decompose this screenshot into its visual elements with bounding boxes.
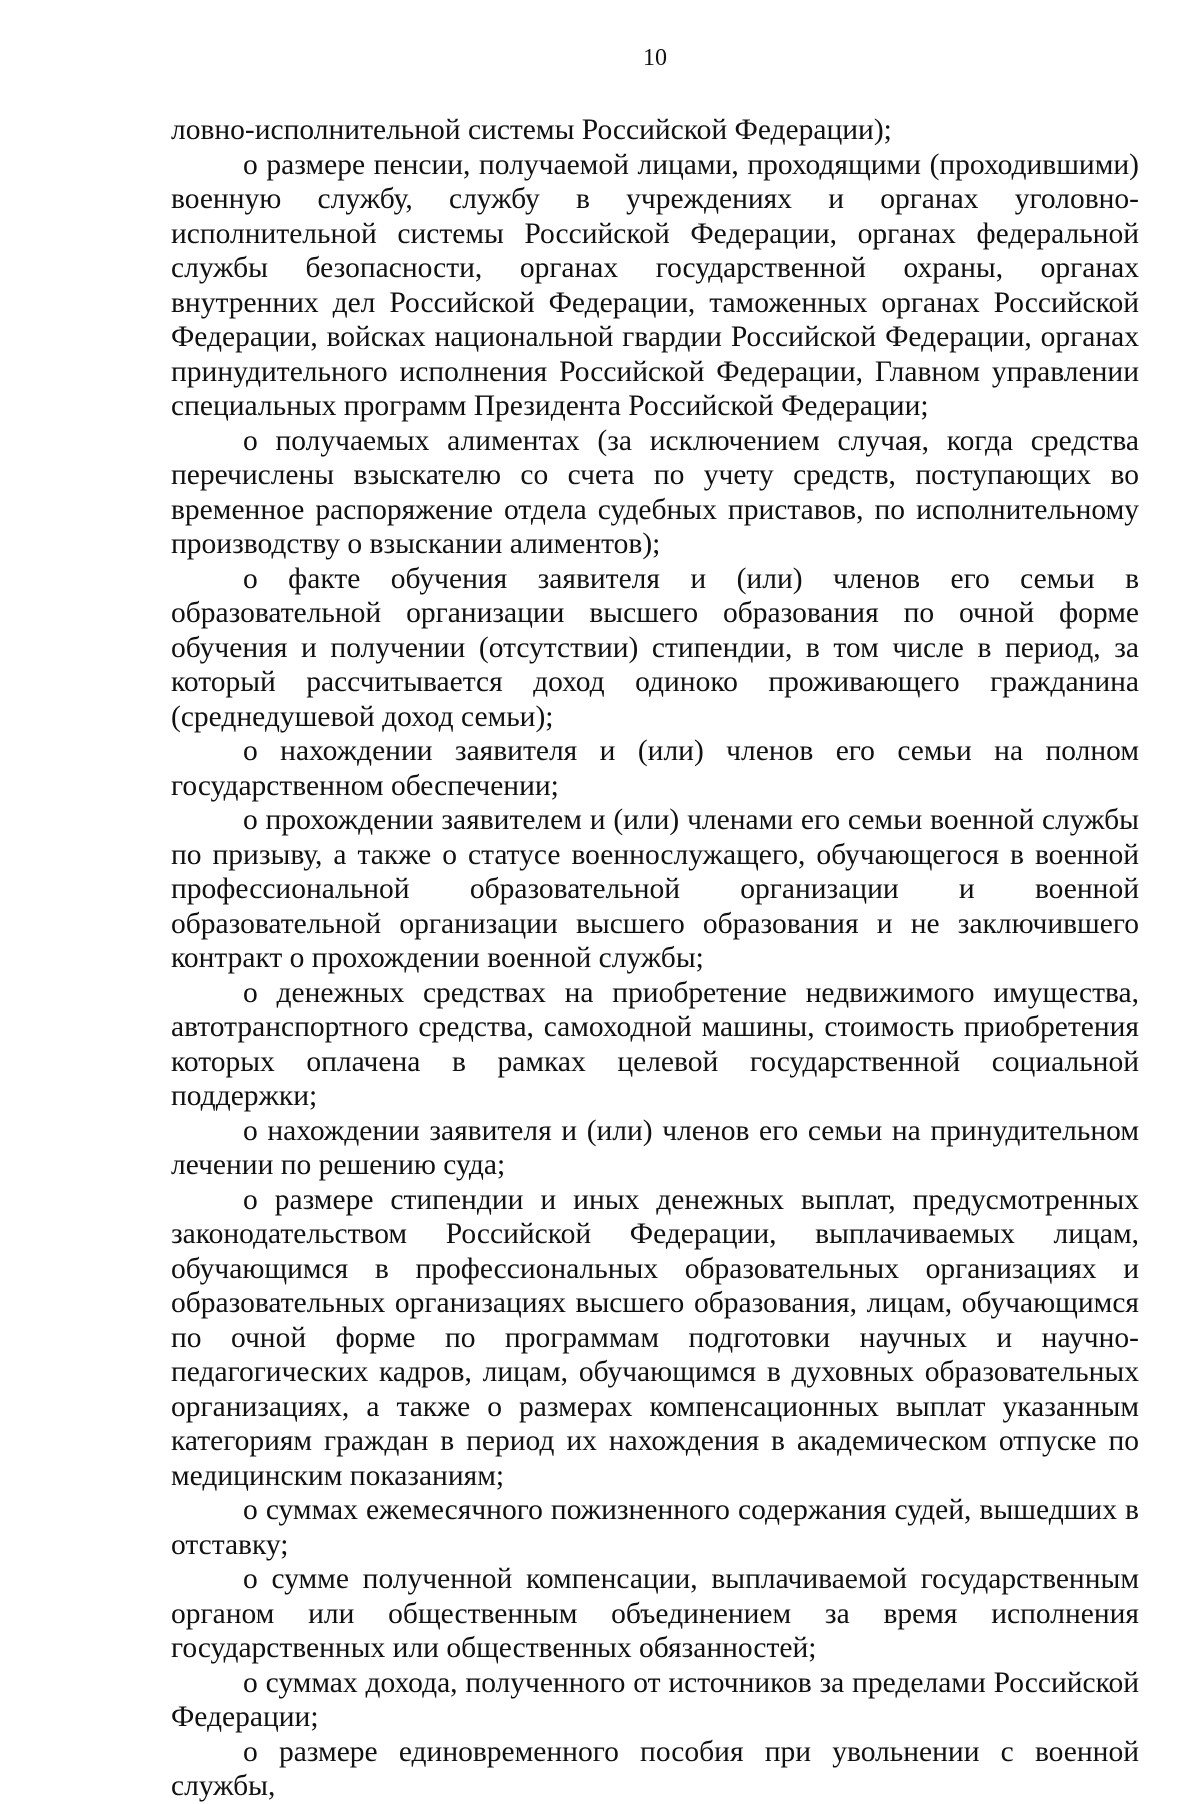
- paragraph-compensation: о сумме полученной компенсации, выплачиваемой государственным органом или общественным объединением за время исполнения государственных или общественных обязанностей;: [171, 1563, 1139, 1664]
- paragraph-stipend: о размере стипендии и иных денежных выплат, предусмотренных законодательством Российской Федерации, выплачиваемых лицам, обучающимся в профессиональных образовательных организациях и образовательных организациях высшего образования, лицам, обучающимся по очной форме по программам подготовки научных и научно-педагогических кадров, лицам, обучающимся в духовных образовательных организациях, а также о размерах компенсационных выплат указанным категориям граждан в период их нахождения в академическом отпуске по медицинским показаниям;: [171, 1183, 1139, 1492]
- paragraph-pension: о размере пенсии, получаемой лицами, проходящими (проходившими) военную службу, службу в учреждениях и органах уголовно-исполнительной системы Российской Федерации, органах федеральной службы безопасности, органах государственной охраны, органах внутренних дел Российской Федерации, таможенных органах Российской Федерации, войсках национальной гвардии Российской Федерации, органах принудительного исполнения Российской Федерации, Главном управлении специальных программ Президента Российской Федерации;: [171, 148, 1139, 422]
- paragraph-continuation: ловно-исполнительной системы Российской Федерации);: [171, 114, 892, 146]
- paragraph-compulsory-treatment: о нахождении заявителя и (или) членов его семьи на принудительном лечении по решению суда;: [171, 1114, 1139, 1181]
- paragraph-property-funds: о денежных средствах на приобретение недвижимого имущества, автотранспортного средства, самоходной машины, стоимость приобретения которых оплачена в рамках целевой государственной социальной поддержки;: [171, 976, 1139, 1112]
- paragraph-alimony: о получаемых алиментах (за исключением случая, когда средства перечислены взыскателю со счета по учету средств, поступающих во временное распоряжение отдела судебных приставов, по исполнительному производству о взыскании алиментов);: [171, 424, 1139, 560]
- paragraph-severance: о размере единовременного пособия при увольнении с военной службы,: [171, 1735, 1139, 1802]
- paragraph-state-support: о нахождении заявителя и (или) членов его семьи на полном государственном обеспечении;: [171, 735, 1139, 802]
- document-body: [171, 113, 1139, 1804]
- paragraph-judges-allowance: о суммах ежемесячного пожизненного содержания судей, вышедших в отставку;: [171, 1494, 1139, 1561]
- paragraph-education: о факте обучения заявителя и (или) членов его семьи в образовательной организации высшего образования по очной форме обучения и получении (отсутствии) стипендии, в том числе в период, за который рассчитывается доход одиноко проживающего гражданина (среднедушевой доход семьи);: [171, 562, 1139, 733]
- page-number: 10: [643, 45, 667, 71]
- paragraph-military-service: о прохождении заявителем и (или) членами его семьи военной службы по призыву, а также о статусе военнослужащего, обучающегося в военной профессиональной образовательной организации и военной образовательной организации высшего образования и не заключившего контракт о прохождении военной службы;: [171, 804, 1139, 974]
- paragraph-foreign-income: о суммах дохода, полученного от источников за пределами Российской Федерации;: [171, 1666, 1139, 1733]
